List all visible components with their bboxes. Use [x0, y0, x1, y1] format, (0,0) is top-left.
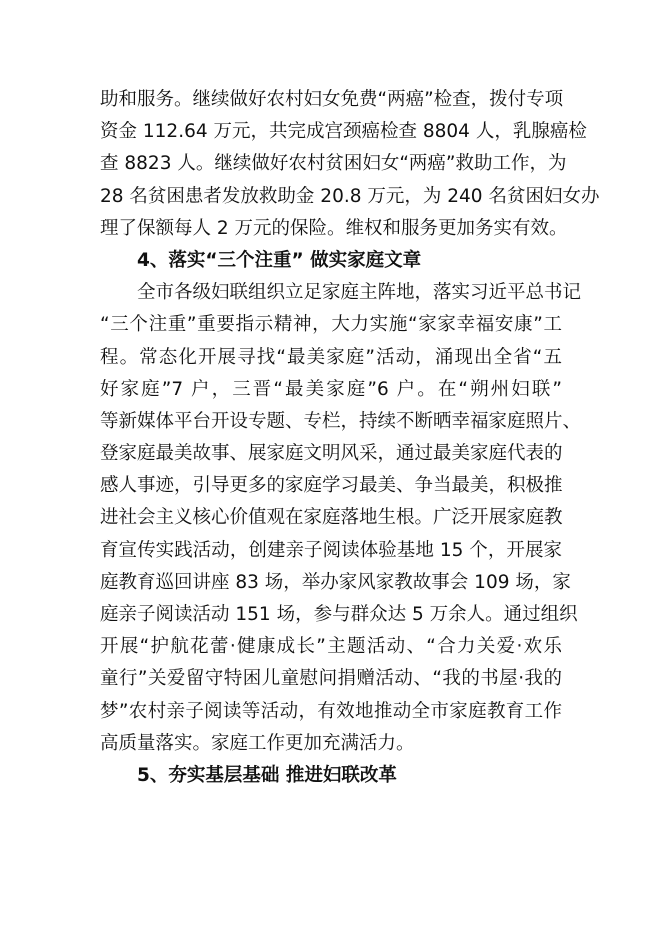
paragraph-line: 庭教育巡回讲座 83 场，举办家风家教故事会 109 场，家 — [100, 571, 571, 593]
paragraph-line: 感人事迹，引导更多的家庭学习最美、争当最美，积极推 — [100, 475, 563, 497]
paragraph-line: 好家庭”7 户，三晋“最美家庭”6 户。在“朔州妇联” — [100, 378, 562, 400]
paragraph-line: 程。常态化开展寻找“最美家庭”活动，涌现出全省“五 — [100, 346, 562, 368]
paragraph-line: 理了保额每人 2 万元的保险。维权和服务更加务实有效。 — [100, 217, 568, 239]
document-page — [100, 84, 600, 792]
paragraph-line: 28 名贫困患者发放救助金 20.8 万元，为 240 名贫困妇女办 — [100, 185, 600, 207]
section-heading-4: 4、落实“三个注重” 做实家庭文章 — [137, 249, 422, 271]
paragraph-line: 育宣传实践活动，创建亲子阅读体验基地 15 个，开展家 — [100, 539, 562, 561]
paragraph-line: 资金 112.64 万元，共完成宫颈癌检查 8804 人，乳腺癌检 — [100, 121, 587, 143]
paragraph-line: 童行”关爱留守特困儿童慰问捐赠活动、“我的书屋·我的 — [100, 668, 562, 690]
paragraph-line: “三个注重”重要指示精神，大力实施“家家幸福安康”工 — [100, 314, 562, 336]
paragraph-line: 开展“护航花蕾·健康成长”主题活动、“合力关爱·欢乐 — [100, 636, 562, 658]
paragraph-line: 梦”农村亲子阅读等活动，有效地推动全市家庭教育工作 — [100, 700, 562, 722]
section-heading-5: 5、夯实基层基础 推进妇联改革 — [137, 764, 397, 786]
paragraph-line: 进社会主义核心价值观在家庭落地生根。广泛开展家庭教 — [100, 507, 563, 529]
paragraph-line: 查 8823 人。继续做好农村贫困妇女“两癌”救助工作，为 — [100, 153, 567, 175]
paragraph-line: 高质量落实。家庭工作更加充满活力。 — [100, 732, 415, 754]
paragraph-line: 全市各级妇联组织立足家庭主阵地，落实习近平总书记 — [137, 282, 582, 304]
paragraph-line: 登家庭最美故事、展家庭文明风采，通过最美家庭代表的 — [100, 443, 563, 465]
paragraph-line: 助和服务。继续做好农村妇女免费“两癌”检查，拨付专项 — [100, 89, 564, 110]
paragraph-line: 庭亲子阅读活动 151 场，参与群众达 5 万余人。通过组织 — [100, 604, 578, 625]
paragraph-line: 等新媒体平台开设专题、专栏，持续不断晒幸福家庭照片、 — [100, 410, 582, 432]
